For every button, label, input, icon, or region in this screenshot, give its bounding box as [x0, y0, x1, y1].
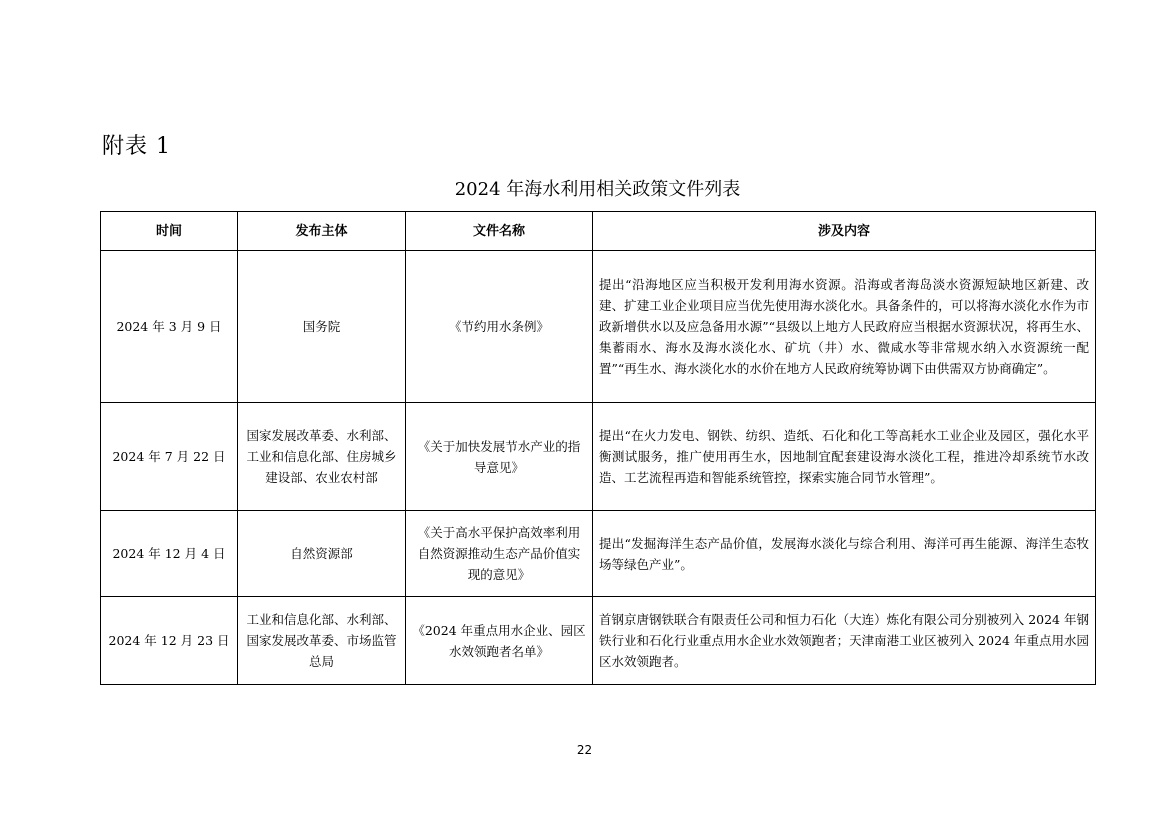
table-row [101, 251, 1096, 403]
table-row [101, 511, 1096, 597]
column-header-content: 涉及内容 [593, 212, 1096, 251]
policy-table [100, 211, 1096, 685]
column-header-issuer: 发布主体 [238, 212, 406, 251]
row-date: 2024 年 7 月 22 日 [101, 403, 238, 511]
row-issuer: 工业和信息化部、水利部、国家发展改革委、市场监管总局 [238, 597, 406, 685]
row-issuer: 国家发展改革委、水利部、工业和信息化部、住房城乡建设部、农业农村部 [238, 403, 406, 511]
page-number: 22 [576, 743, 593, 757]
row-date: 2024 年 3 月 9 日 [101, 251, 238, 403]
table-row [101, 597, 1096, 685]
column-header-date: 时间 [101, 212, 238, 251]
row-content: 提出“在火力发电、钢铁、纺织、造纸、石化和化工等高耗水工业企业及园区，强化水平衡测试服务，推广使用再生水，因地制宜配套建设海水淡化工程，推进冷却系统节水改造、工艺流程再造和智能系统管控，探索实施合同节水管理”。 [593, 403, 1096, 511]
row-issuer: 自然资源部 [238, 511, 406, 597]
row-content: 提出“沿海地区应当积极开发利用海水资源。沿海或者海岛淡水资源短缺地区新建、改建、扩建工业企业项目应当优先使用海水淡化水。具备条件的，可以将海水淡化水作为市政新增供水以及应急备用水源”“县级以上地方人民政府应当根据水资源状况，将再生水、集蓄雨水、海水及海水淡化水、矿坑（井）水、微咸水等非常规水纳入水资源统一配置”“再生水、海水淡化水的水价在地方人民政府统筹协调下由供需双方协商确定”。 [593, 251, 1096, 403]
row-content: 提出“发掘海洋生态产品价值，发展海水淡化与综合利用、海洋可再生能源、海洋生态牧场等绿色产业”。 [593, 511, 1096, 597]
row-date: 2024 年 12 月 23 日 [101, 597, 238, 685]
row-date: 2024 年 12 月 4 日 [101, 511, 238, 597]
row-issuer: 国务院 [238, 251, 406, 403]
table-header-row [101, 212, 1096, 251]
row-document: 《2024 年重点用水企业、园区水效领跑者名单》 [406, 597, 593, 685]
appendix-label: 附表 1 [102, 134, 171, 159]
row-document: 《关于加快发展节水产业的指导意见》 [406, 403, 593, 511]
row-document: 《关于高水平保护高效率利用自然资源推动生态产品价值实现的意见》 [406, 511, 593, 597]
row-document: 《节约用水条例》 [406, 251, 593, 403]
table-row [101, 403, 1096, 511]
document-title: 2024 年海水利用相关政策文件列表 [454, 179, 741, 200]
row-content: 首钢京唐钢铁联合有限责任公司和恒力石化（大连）炼化有限公司分别被列入 2024 年钢铁行业和石化行业重点用水企业水效领跑者；天津南港工业区被列入 2024 年重点用水园区水效领跑者。 [593, 597, 1096, 685]
column-header-document: 文件名称 [406, 212, 593, 251]
